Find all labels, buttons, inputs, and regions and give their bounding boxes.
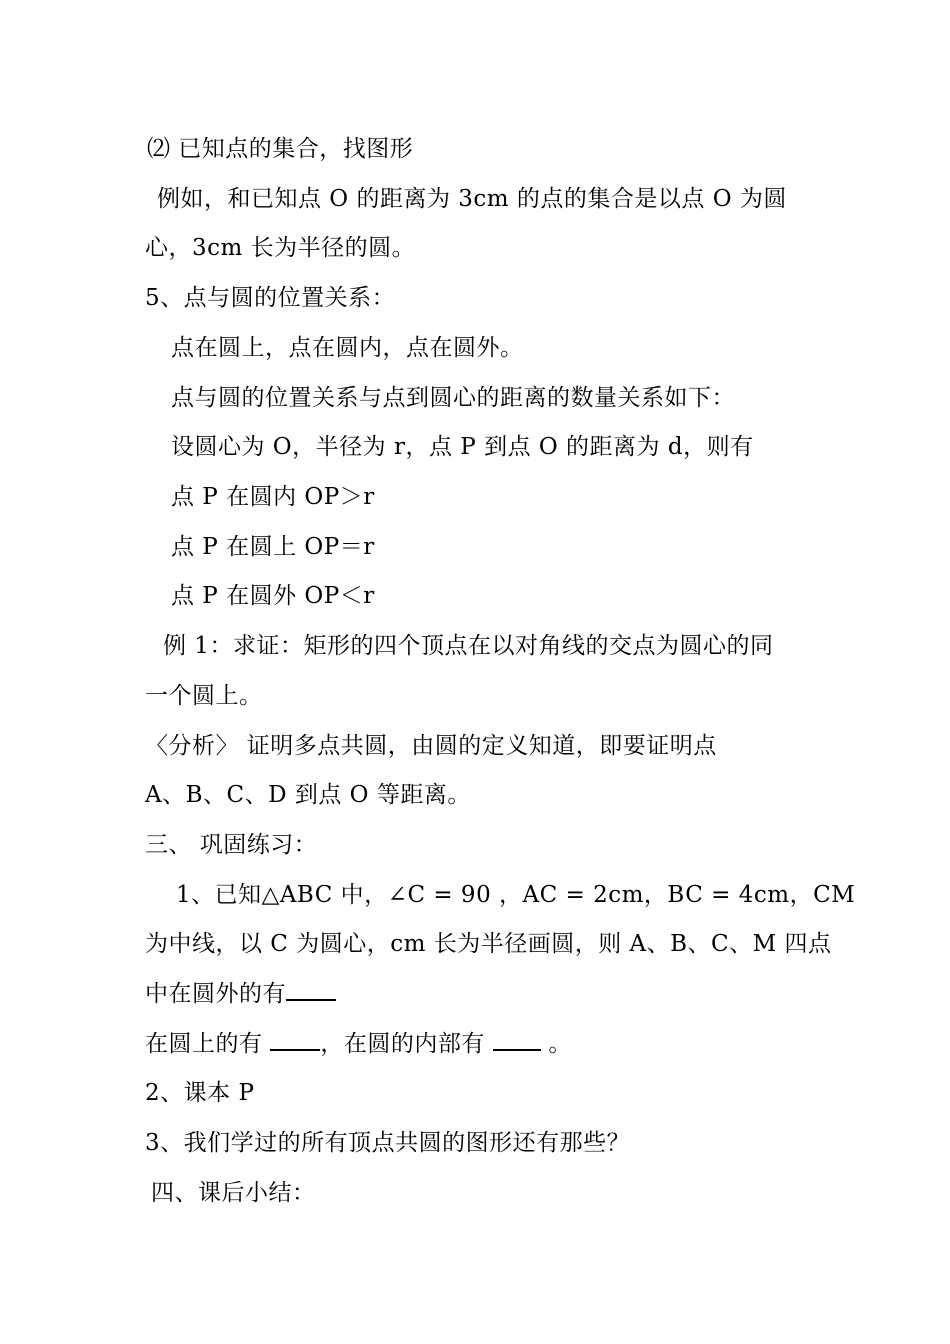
exercise-1-line-2: 为中线，以 C 为圆心，cm 长为半径画圆，则 A、B、C、M 四点: [145, 931, 832, 957]
answer-blank-on-circle: [270, 1027, 320, 1051]
answer-blank-inside: [493, 1027, 541, 1051]
exercise-2: 2、课本 P: [145, 1080, 255, 1106]
analysis-line-2: A、B、C、D 到点 O 等距离。: [145, 782, 471, 808]
answer-blank-outside: [286, 977, 336, 1001]
setup-text: 设圆心为 O，半径为 r，点 P 到点 O 的距离为 d，则有: [171, 434, 754, 460]
exercise-1-line-4-part1: 在圆上的有: [145, 1031, 271, 1057]
subsection-heading-point-set: ⑵ 已知点的集合，找图形: [147, 136, 414, 162]
example-1-line-1: 例 1：求证：矩形的四个顶点在以对角线的交点为圆心的同: [163, 633, 774, 659]
example-1-line-2: 一个圆上。: [145, 683, 263, 709]
example-text-line-1: 例如，和已知点 O 的距离为 3cm 的点的集合是以点 O 为圆: [157, 186, 787, 212]
section-heading-practice: 三、 巩固练习：: [145, 832, 318, 858]
position-types-text: 点在圆上，点在圆内，点在圆外。: [171, 335, 524, 361]
analysis-line-1: 〈分析〉 证明多点共圆，由圆的定义知道，即要证明点: [145, 733, 717, 759]
exercise-1-line-4: [145, 1019, 950, 1069]
section-heading-point-circle-position: 5、点与圆的位置关系：: [145, 285, 396, 311]
exercise-1-line-3: [145, 969, 950, 1019]
relation-inside: 点 P 在圆内 OP＞r: [171, 484, 375, 510]
relation-on: 点 P 在圆上 OP＝r: [171, 534, 375, 560]
exercise-1-line-4-part2: ，在圆的内部有: [320, 1031, 493, 1057]
exercise-1-line-3-text: 中在圆外的有: [145, 981, 286, 1007]
exercise-1-line-1: 1、已知△ABC 中，∠C = 90 ，AC = 2cm，BC = 4cm，CM: [176, 882, 856, 908]
exercise-3: 3、我们学过的所有顶点共圆的图形还有那些？: [145, 1130, 631, 1156]
exercise-1-line-4-part3: 。: [540, 1031, 572, 1057]
section-heading-summary: 四、课后小结：: [151, 1180, 316, 1206]
example-text-line-2: 心，3cm 长为半径的圆。: [145, 235, 416, 261]
relation-outside: 点 P 在圆外 OP＜r: [171, 583, 375, 609]
relation-intro-text: 点与圆的位置关系与点到圆心的距离的数量关系如下：: [171, 385, 735, 411]
